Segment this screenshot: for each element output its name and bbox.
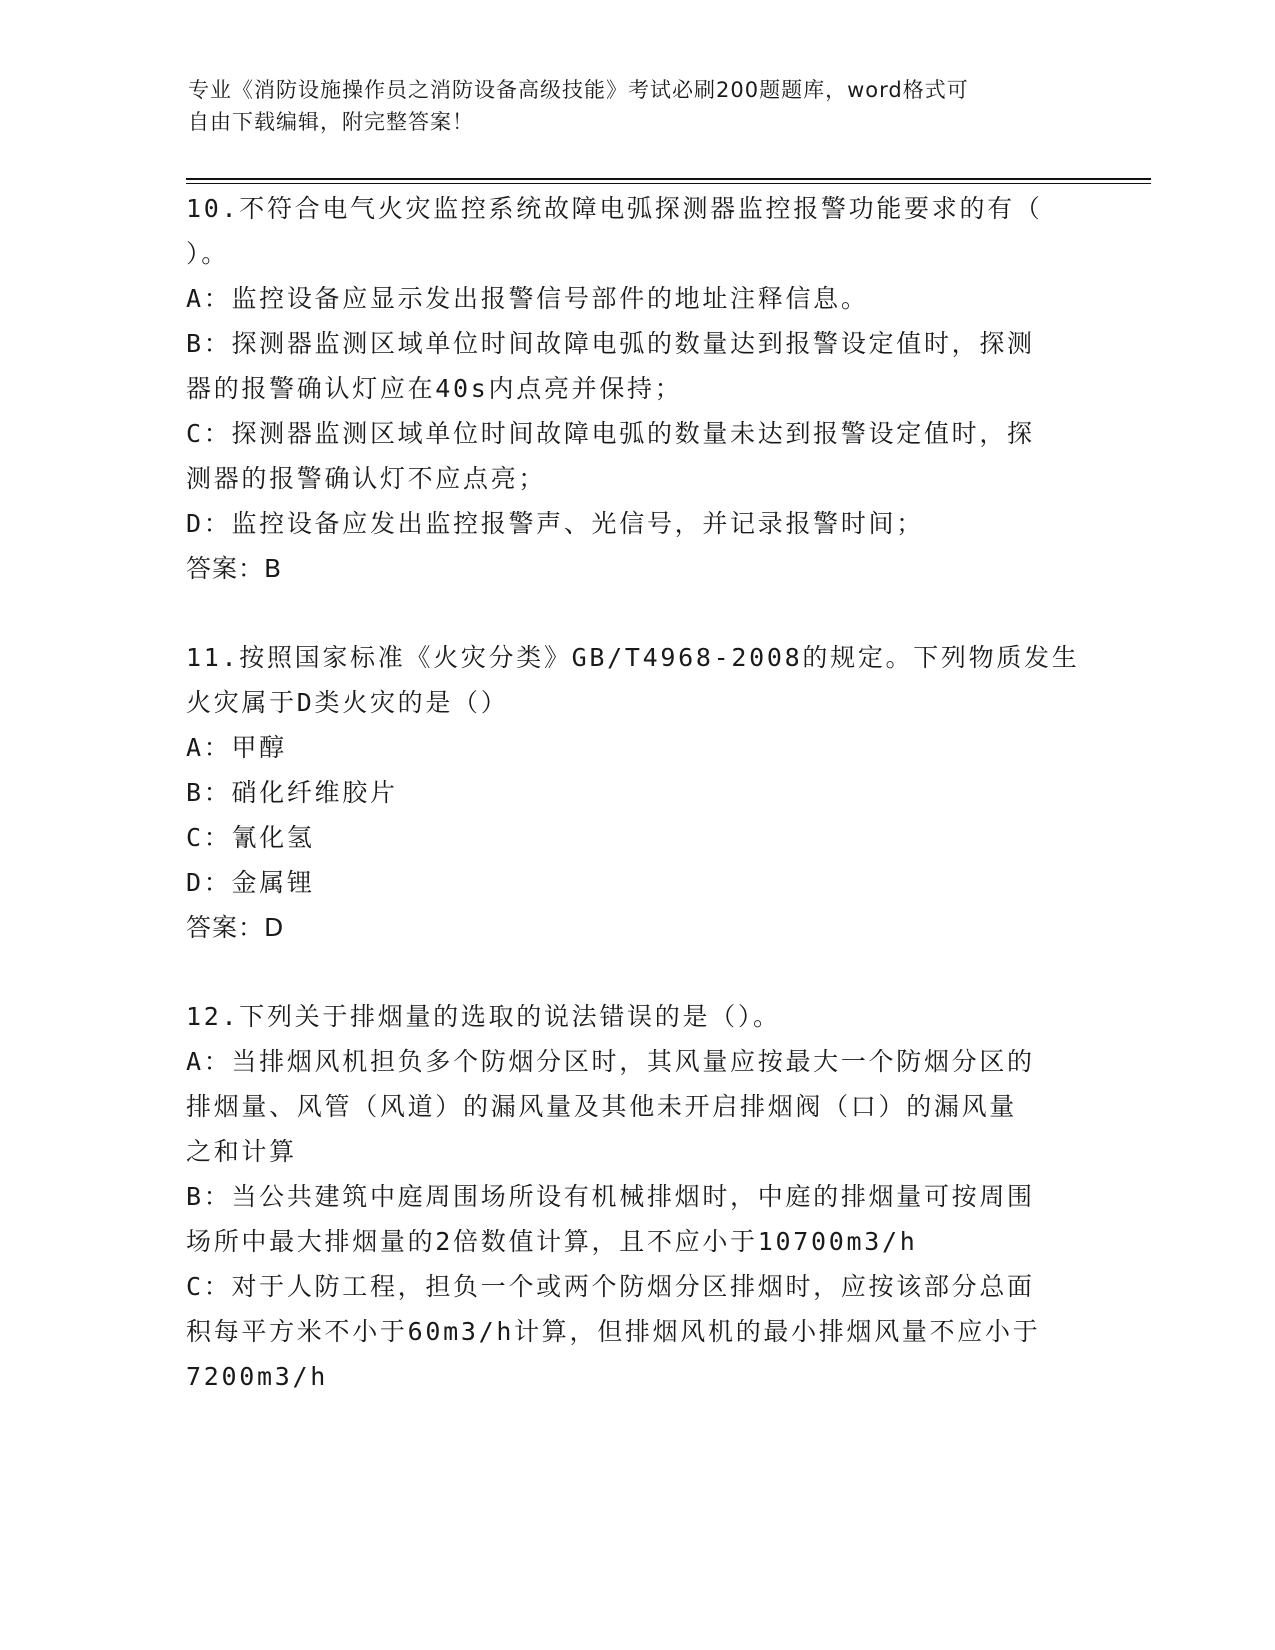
question-stem-line: 火灾属于D类火灾的是（） [186, 688, 509, 717]
option-line: D：金属锂 [186, 868, 315, 897]
answer-line: 答案：D [186, 913, 285, 942]
option-line: 排烟量、风管（风道）的漏风量及其他未开启排烟阀（口）的漏风量 [186, 1092, 1018, 1121]
question-block [186, 186, 1086, 591]
option-line: A：甲醇 [186, 733, 287, 762]
option-line: 器的报警确认灯应在40s内点亮并保持； [186, 374, 683, 403]
question-spacer [186, 591, 1086, 635]
option-line: B：探测器监测区域单位时间故障电弧的数量达到报警设定值时，探测 [186, 329, 1035, 358]
option-line: B：硝化纤维胶片 [186, 778, 398, 807]
header-line: 自由下载编辑，附完整答案！ [188, 110, 474, 134]
option-line: 测器的报警确认灯不应点亮； [186, 464, 547, 493]
option-line: 7200m3/h [186, 1362, 329, 1391]
question-block [186, 994, 1086, 1399]
option-line: 场所中最大排烟量的2倍数值计算，且不应小于10700m3/h [186, 1227, 918, 1256]
option-line: A：当排烟风机担负多个防烟分区时，其风量应按最大一个防烟分区的 [186, 1047, 1035, 1076]
option-line: B：当公共建筑中庭周围场所设有机械排烟时，中庭的排烟量可按周围 [186, 1182, 1035, 1211]
question-stem-line: 11.按照国家标准《火灾分类》GB/T4968-2008的规定。下列物质发生 [186, 643, 1080, 672]
option-line: D：监控设备应发出监控报警声、光信号，并记录报警时间； [186, 509, 924, 538]
answer-line: 答案：B [186, 554, 283, 583]
document-header [188, 74, 1088, 138]
option-line: A：监控设备应显示发出报警信号部件的地址注释信息。 [186, 284, 869, 313]
question-stem-line: 12.下列关于排烟量的选取的说法错误的是（）。 [186, 1002, 781, 1031]
option-line: C：探测器监测区域单位时间故障电弧的数量未达到报警设定值时，探 [186, 419, 1035, 448]
option-line: 之和计算 [186, 1137, 297, 1166]
option-line: 积每平方米不小于60m3/h计算，但排烟风机的最小排烟风量不应小于 [186, 1317, 1041, 1346]
question-list [186, 186, 1086, 1399]
header-divider [186, 178, 1151, 180]
option-line: C：氰化氢 [186, 823, 315, 852]
question-block [186, 635, 1086, 950]
question-stem-line: 10.不符合电气火灾监控系统故障电弧探测器监控报警功能要求的有（ [186, 194, 1043, 223]
question-stem-line: ）。 [186, 239, 229, 268]
question-spacer [186, 950, 1086, 994]
header-divider-thin [186, 183, 1151, 184]
header-line: 专业《消防设施操作员之消防设备高级技能》考试必刷200题题库，word格式可 [188, 78, 969, 102]
option-line: C：对于人防工程，担负一个或两个防烟分区排烟时，应按该部分总面 [186, 1272, 1035, 1301]
